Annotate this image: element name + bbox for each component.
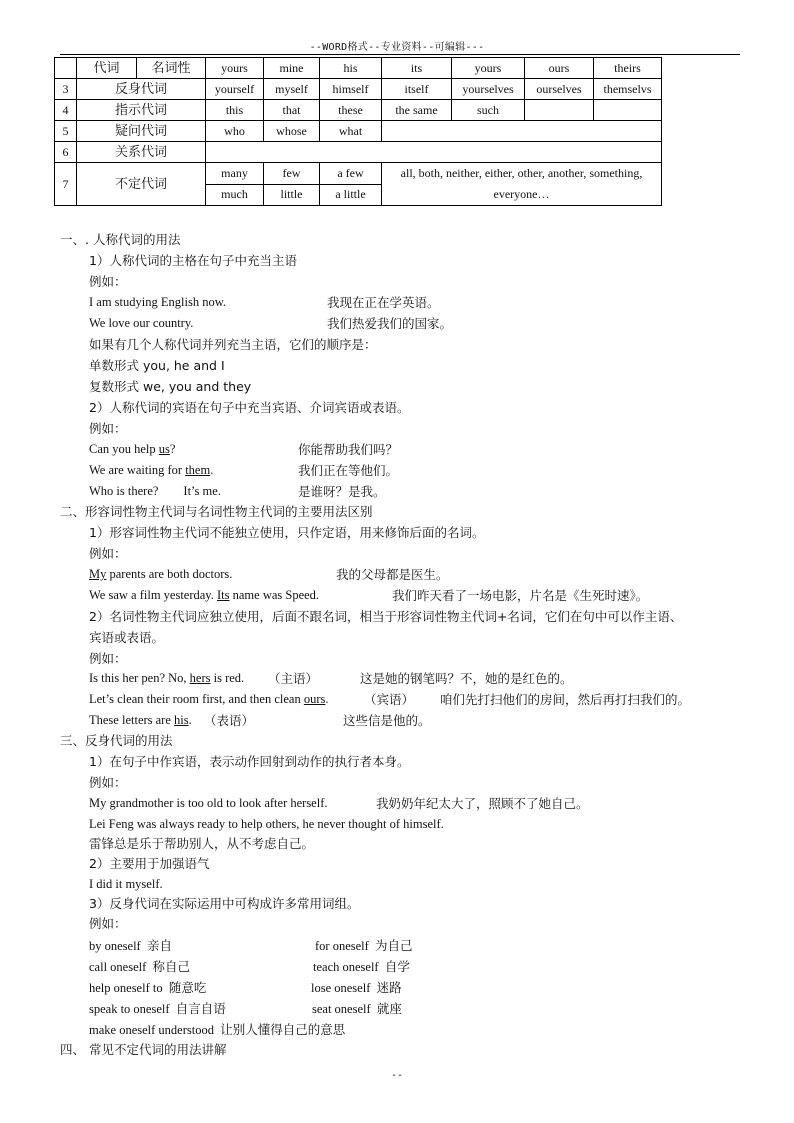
example-en [89,670,244,687]
table-cell: mine [264,58,320,79]
example-zh: 是谁呀？是我。 [298,484,386,499]
phrase-en: teach oneself [313,960,379,974]
row-number: 5 [55,121,77,142]
rule-text: 1）人称代词的主格在句子中充当主语 [89,253,297,268]
example-zh: 我的父母都是医生。 [336,567,449,582]
table-cell: these [320,100,382,121]
example-en [89,712,192,729]
page-header: --WORD格式--专业资料--可编辑--- [309,42,485,53]
text-span: Can you help [89,442,159,456]
table-cell: what [320,121,382,142]
underlined-word: his [174,713,189,727]
row-label: 不定代词 [77,163,206,206]
text-span: is red. [210,671,245,685]
example-en [89,691,329,708]
table-cell: ourselves [525,79,594,100]
phrase-en: for oneself [315,939,369,953]
example-zh: 这是她的钢笔吗？不，她的是红色的。 [360,671,573,686]
example-label: 例如： [89,651,127,666]
text-span: name was Speed. [229,588,320,602]
role-tag: （表语） [204,713,255,728]
example-en [89,587,319,604]
phrase-item [89,958,190,976]
phrase-item [89,937,172,955]
example-label: 例如： [89,274,127,289]
phrase-en: by oneself [89,939,141,953]
rule-text: 宾语或表语。 [89,630,165,645]
text-span: These letters are [89,713,175,727]
example-zh: 这些信是他的。 [343,713,431,728]
table-cell: itself [382,79,452,100]
phrase-zh: 自学 [384,959,410,974]
phrase-item [89,1000,226,1018]
phrase-zh: 为自己 [375,938,413,953]
example-en [89,462,213,479]
text-span: Is this her pen? No, [89,671,190,685]
table-cell [594,121,662,142]
text-span: . [325,692,329,706]
table-row [55,58,662,79]
table-cell: this [206,100,264,121]
table-cell: a little [320,184,382,206]
table-cell [55,58,77,79]
pronoun-table [54,57,662,206]
example-en [89,441,175,458]
phrase-item [313,958,410,976]
rule-text: 3）反身代词在实际运用中可构成许多常用词组。 [89,896,360,911]
table-cell: that [264,100,320,121]
table-cell: little [264,184,320,206]
table-row [55,121,662,142]
phrase-zh: 迷路 [376,980,402,995]
table-cell: 名词性 [137,58,206,79]
table-cell: theirs [594,58,662,79]
table-cell: such [452,100,525,121]
table-cell: yours [452,58,525,79]
table-cell: ours [525,58,594,79]
table-cell: the same [382,100,452,121]
phrase-item [89,1021,345,1039]
example-zh: 咱们先打扫他们的房间，然后再打扫我们的。 [440,692,691,707]
table-cell: themselvs [594,79,662,100]
table-cell: his [320,58,382,79]
example-label: 例如： [89,421,127,436]
underlined-word: us [158,442,170,456]
phrase-zh: 就座 [376,1001,402,1016]
example-en: Who is there? It’s me. [89,484,221,498]
example-en: I am studying English now. [89,295,227,309]
table-row [55,163,662,185]
phrase-en: seat oneself [312,1002,371,1016]
example-en: We love our country. [89,316,194,330]
rule-text: 2）人称代词的宾语在句子中充当宾语、介词宾语或表语。 [89,400,410,415]
section-heading: 三、反身代词的用法 [60,733,173,748]
phrase-zh: 亲自 [146,938,172,953]
phrase-item [311,979,402,997]
table-cell [525,100,594,121]
row-number: 7 [55,163,77,206]
phrase-item [315,937,413,955]
example-label: 例如： [89,775,127,790]
example-en: I did it myself. [89,877,163,891]
table-cell: a few [320,163,382,185]
example-zh: 你能帮助我们吗？ [298,442,399,457]
table-cell: yourself [206,79,264,100]
example-label: 例如： [89,916,127,931]
phrase-en: help oneself to [89,981,163,995]
table-cell: its [382,58,452,79]
phrase-zh: 随意吃 [168,980,207,995]
table-cell: whose [264,121,320,142]
underlined-word: hers [189,671,211,685]
section-heading: 一、. 人称代词的用法 [60,232,181,247]
page-footer: -- [390,1070,404,1081]
phrase-item [312,1000,402,1018]
table-cell [525,121,594,142]
header-rule [60,54,740,55]
table-cell [382,121,452,142]
table-cell: himself [320,79,382,100]
table-cell [594,100,662,121]
row-number: 4 [55,100,77,121]
text-span: We saw a film yesterday. [89,588,217,602]
phrase-zh: 称自己 [152,959,191,974]
table-cell: all, both, neither, either, other, another, something, everyone… [382,163,662,206]
row-label: 关系代词 [77,142,206,163]
text-span: We are waiting for [89,463,186,477]
rule-text: 1）在句子中作宾语，表示动作回射到动作的执行者本身。 [89,754,410,769]
role-tag: （主语） [268,671,319,686]
table-row [55,100,662,121]
table-row [55,142,662,163]
table-cell [206,142,662,163]
table-row [55,79,662,100]
row-label: 反身代词 [77,79,206,100]
text-span: Let’s clean their room first, and then clean [89,692,304,706]
text-span: . [210,463,214,477]
table-cell: many [206,163,264,185]
table-cell: much [206,184,264,206]
phrase-item [89,979,206,997]
section-heading: 四、 常见不定代词的用法讲解 [60,1042,227,1057]
example-zh: 雷锋总是乐于帮助别人，从不考虑自己。 [89,836,315,851]
example-en: My grandmother is too old to look after herself. [89,796,328,810]
underlined-word: them [185,463,211,477]
rule-text: 2）名词性物主代词应独立使用，后面不跟名词，相当于形容词性物主代词+名词，它们在句中可以作主语、 [89,609,683,624]
table-cell: myself [264,79,320,100]
table-cell: few [264,163,320,185]
example-zh: 我奶奶年纪太大了，照顾不了她自己。 [376,796,589,811]
rule-text: 单数形式 you, he and I [89,358,225,373]
example-zh: 我们热爱我们的国家。 [327,316,453,331]
table-cell [452,121,525,142]
row-label: 疑问代词 [77,121,206,142]
rule-text: 如果有几个人称代词并列充当主语，它们的顺序是： [89,337,377,352]
role-tag: （宾语） [364,692,415,707]
example-zh: 我们昨天看了一场电影，片名是《生死时速》。 [392,588,649,603]
phrase-zh: 自言自语 [175,1001,226,1016]
phrase-en: call oneself [89,960,147,974]
row-number: 6 [55,142,77,163]
example-en: Lei Feng was always ready to help others, he never thought of himself. [89,817,444,831]
phrase-en: speak to oneself [89,1002,170,1016]
underlined-word: Its [217,588,230,602]
phrase-en: make oneself understood [89,1023,214,1037]
underlined-word: My [89,567,107,581]
table-cell: yours [206,58,264,79]
example-zh: 我们正在等他们。 [298,463,399,478]
row-number: 3 [55,79,77,100]
table-cell: who [206,121,264,142]
phrase-zh: 让别人懂得自己的意思 [220,1022,346,1037]
rule-text: 1）形容词性物主代词不能独立使用，只作定语，用来修饰后面的名词。 [89,525,485,540]
phrase-en: lose oneself [311,981,371,995]
example-en [89,566,232,583]
text-span: . [188,713,192,727]
table-cell: 代词 [77,58,137,79]
row-label: 指示代词 [77,100,206,121]
underlined-word: ours [303,692,326,706]
text-span: parents are both doctors. [106,567,233,581]
example-zh: 我现在正在学英语。 [327,295,440,310]
section-heading: 二、形容词性物主代词与名词性物主代词的主要用法区别 [60,504,373,519]
example-label: 例如： [89,546,127,561]
table-cell: yourselves [452,79,525,100]
rule-text: 2）主要用于加强语气 [89,856,210,871]
rule-text: 复数形式 we, you and they [89,379,252,394]
text-span: ? [169,442,176,456]
